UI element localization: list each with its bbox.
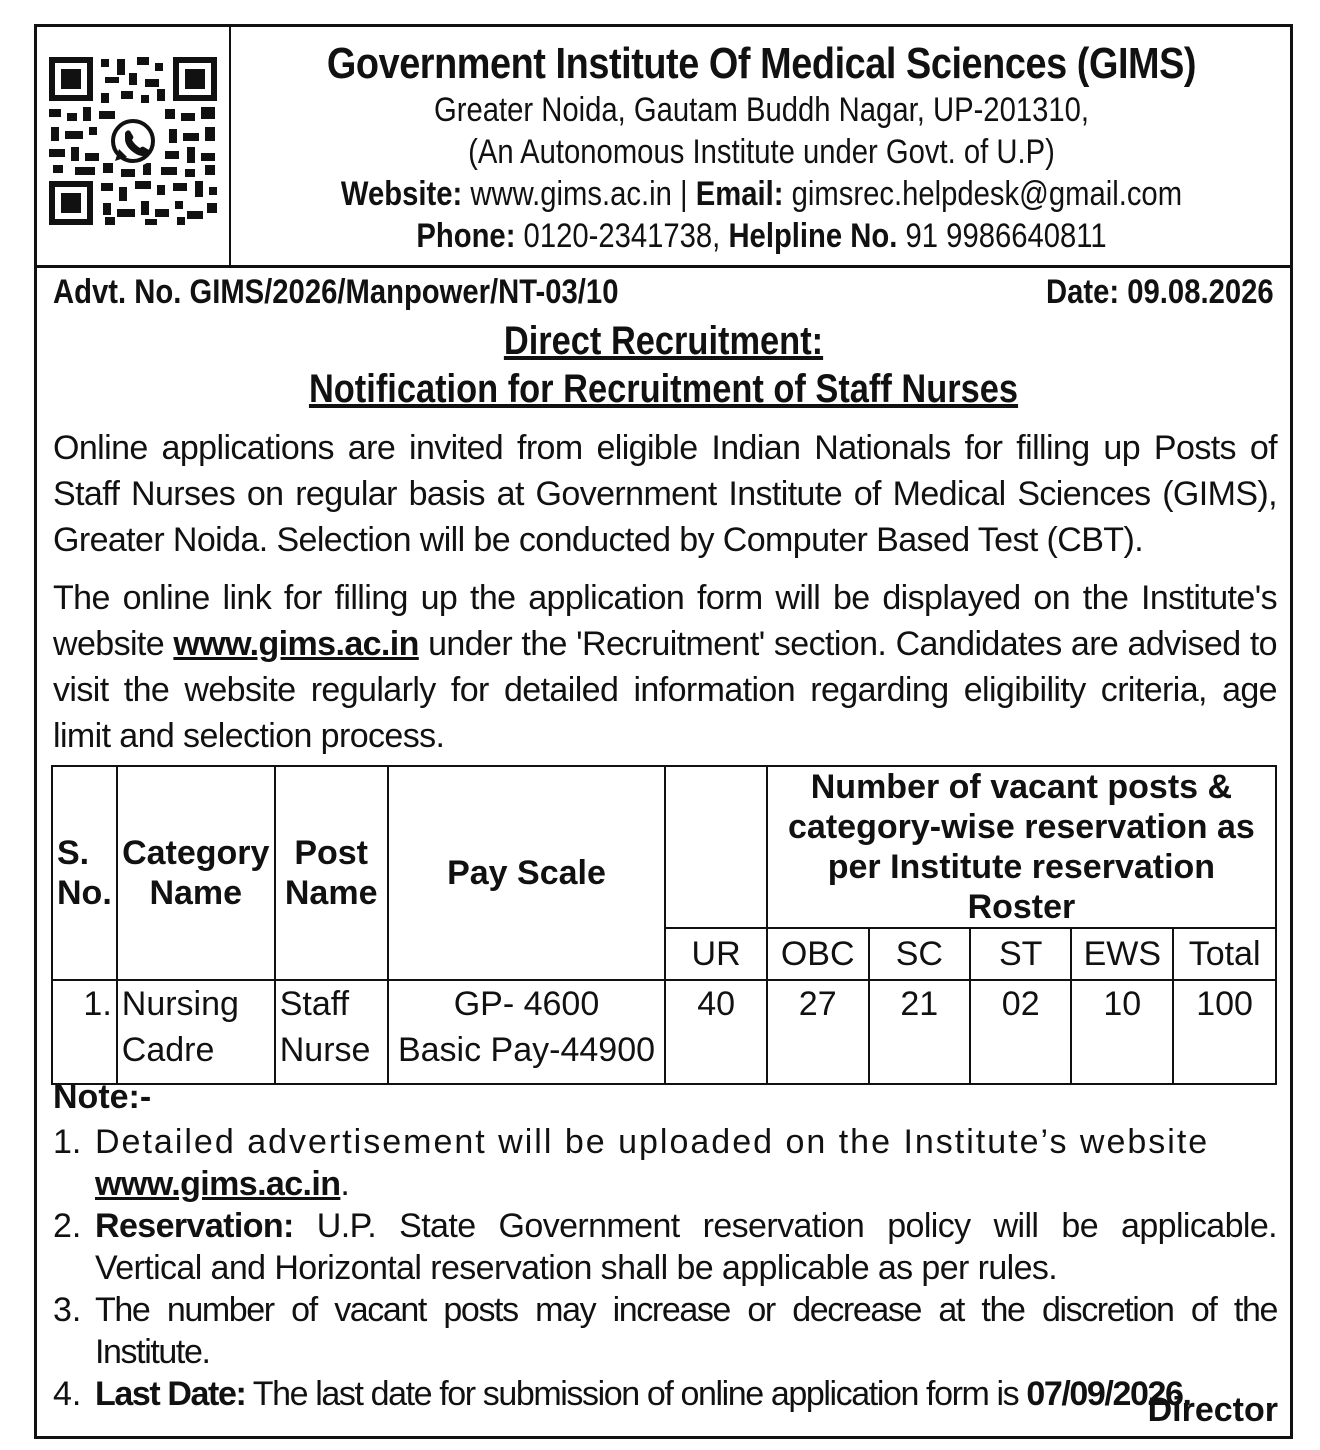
contact-web-email: [307, 173, 1216, 215]
note-1-number: 1.: [53, 1123, 82, 1161]
cell-sno: 1.: [52, 980, 117, 1084]
website-label: Website:: [340, 175, 463, 213]
note-1: [53, 1121, 1277, 1205]
cell-st: 02: [970, 980, 1071, 1084]
table-row: [52, 980, 1276, 1084]
note-1-text: [95, 1121, 1277, 1205]
note-1-link[interactable]: www.gims.ac.in: [95, 1165, 341, 1203]
separator: |: [679, 175, 688, 213]
header-vacancy: Number of vacant posts & category-wise reservation as per Institute reservation Roster: [767, 766, 1276, 928]
header-category: Category Name: [117, 766, 275, 980]
note-1-body: Detailed advertisement will be uploaded on the Institute’s website: [95, 1123, 1210, 1161]
notes-heading: Note:-: [53, 1078, 152, 1116]
category-line-2: Cadre: [121, 1031, 215, 1069]
note-1-period: .: [340, 1165, 350, 1203]
phone-number: 0120-2341738,: [523, 217, 721, 255]
vacancy-table: [51, 765, 1277, 1085]
note-3: [53, 1289, 1277, 1373]
note-2: [53, 1205, 1277, 1289]
p2-text-before: The online link for filling up the application form will be displayed on the Institute's website: [53, 579, 1277, 663]
note-4-text: [95, 1373, 1277, 1415]
header-text: [233, 27, 1290, 257]
header: [37, 27, 1290, 268]
subheader-ur: UR: [665, 928, 766, 980]
note-2-label: Reservation:: [95, 1207, 294, 1245]
autonomy-note: (An Autonomous Institute under Govt. of U.P): [468, 133, 1055, 171]
post-line-1: Staff: [279, 985, 350, 1023]
website-link[interactable]: www.gims.ac.in: [470, 175, 672, 213]
address: Greater Noida, Gautam Buddh Nagar, UP-201310,: [433, 91, 1090, 129]
advertisement-sheet: [34, 24, 1293, 1439]
cell-category: [117, 980, 275, 1084]
signature-director: Director: [1147, 1391, 1278, 1429]
title-direct-recruitment: Direct Recruitment:: [503, 319, 824, 363]
cell-sc: 21: [869, 980, 970, 1084]
helpline-number: 91 9986640811: [905, 217, 1107, 255]
cell-total: 100: [1173, 980, 1276, 1084]
notes-section: [53, 1073, 1277, 1415]
note-4-date: 07/09/2026.: [1026, 1375, 1191, 1413]
note-3-text: The number of vacant posts may increase or decrease at the discretion of the Institute.: [95, 1291, 1277, 1371]
header-blank: [665, 766, 766, 928]
advt-number: Advt. No. GIMS/2026/Manpower/NT-03/10: [53, 273, 619, 311]
subheader-st: ST: [970, 928, 1071, 980]
pay-line-1: GP- 4600: [453, 985, 600, 1023]
cell-post: [275, 980, 388, 1084]
email-link[interactable]: gimsrec.helpdesk@gmail.com: [791, 175, 1183, 213]
note-2-body: U.P. State Government reservation policy will be applicable. Vertical and Horizontal reservation shall be applicable as per rules.: [95, 1207, 1277, 1287]
qr-code-icon: [45, 53, 221, 229]
cell-ews: 10: [1071, 980, 1173, 1084]
email-label: Email:: [695, 175, 784, 213]
post-line-2: Nurse: [279, 1031, 371, 1069]
title-notification: Notification for Recruitment of Staff Nurses: [308, 367, 1019, 411]
note-4: [53, 1373, 1277, 1415]
website-link-inline[interactable]: www.gims.ac.in: [173, 625, 419, 663]
contact-phone: [307, 215, 1216, 257]
cell-ur: 40: [665, 980, 766, 1084]
note-3-number: 3.: [53, 1291, 82, 1329]
subheader-obc: OBC: [767, 928, 869, 980]
note-2-text: [95, 1205, 1277, 1289]
note-4-number: 4.: [53, 1375, 82, 1413]
paragraph-invitation: Online applications are invited from eligible Indian Nationals for filling up Posts of Staff Nurses on regular basis at Government Institute of Medical Sciences (GIMS), Greater Noida. Selection will be conducted by Computer Based Test (CBT).: [53, 429, 1277, 559]
subheader-sc: SC: [869, 928, 970, 980]
header-post: Post Name: [275, 766, 388, 980]
helpline-label: Helpline No.: [728, 217, 898, 255]
note-4-label: Last Date:: [95, 1375, 246, 1413]
subheader-ews: EWS: [1071, 928, 1173, 980]
cell-pay: [388, 980, 666, 1084]
header-pay: Pay Scale: [388, 766, 666, 980]
pay-line-2: Basic Pay-44900: [397, 1031, 656, 1069]
subheader-total: Total: [1173, 928, 1276, 980]
note-2-number: 2.: [53, 1207, 82, 1245]
advt-date: Date: 09.08.2026: [1046, 273, 1274, 311]
org-name: Government Institute Of Medical Sciences (GIMS): [326, 39, 1197, 88]
qr-code-box: [37, 27, 231, 265]
whatsapp-icon: [107, 115, 159, 167]
category-line-1: Nursing: [121, 985, 239, 1023]
phone-label: Phone:: [416, 217, 516, 255]
cell-obc: 27: [767, 980, 869, 1084]
header-sno: S. No.: [52, 766, 117, 980]
paragraph-online-link: [53, 575, 1277, 759]
note-4-body: The last date for submission of online application form is: [245, 1375, 1027, 1413]
p2-text-after: under the 'Recruitment' section. Candidates are advised to visit the website regularly for detailed information regarding eligibility criteria, age limit and selection process.: [53, 625, 1277, 755]
